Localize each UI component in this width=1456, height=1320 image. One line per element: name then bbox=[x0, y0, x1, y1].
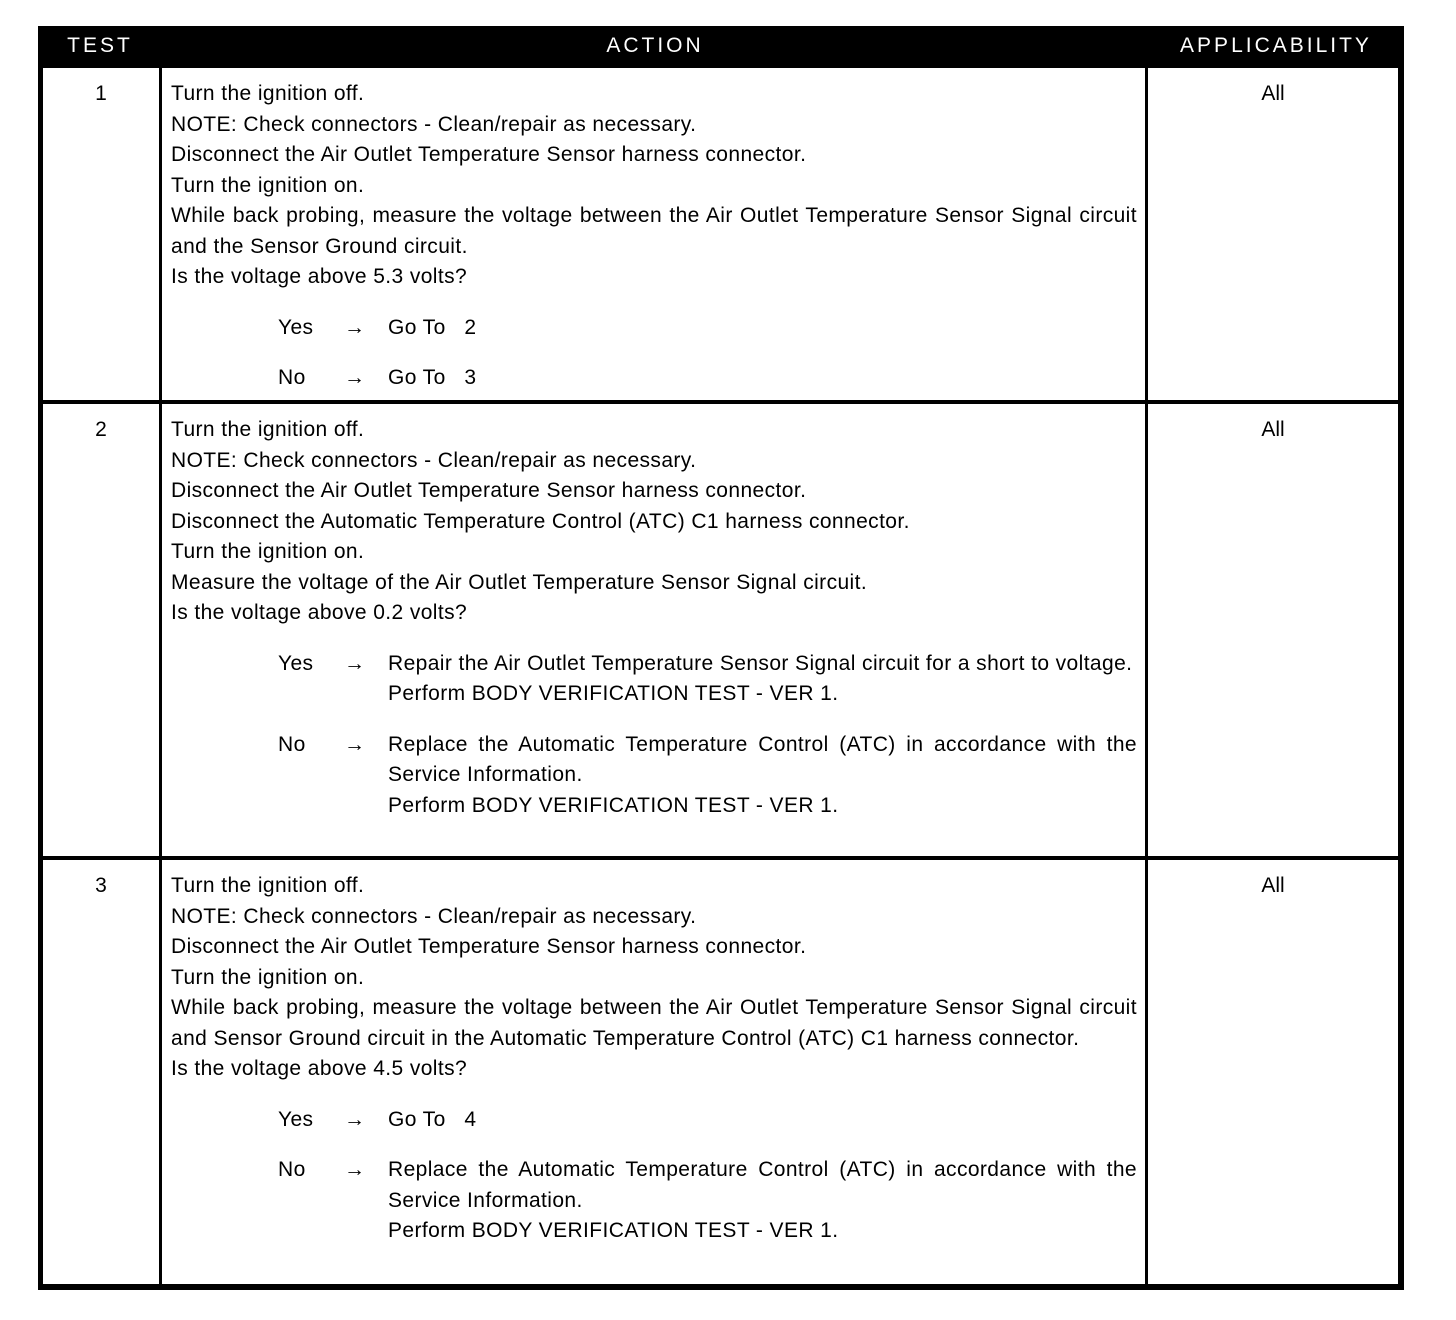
action-line: Turn the ignition off. bbox=[171, 874, 365, 897]
yes-result bbox=[388, 313, 1137, 344]
action-line: Turn the ignition off. bbox=[171, 82, 365, 105]
action-line: Measure the voltage of the Air Outlet Temperature Sensor Signal circuit. bbox=[171, 570, 868, 594]
result-line: Replace the Automatic Temperature Control (ATC) in accordance with the Service Information. bbox=[388, 1158, 1137, 1212]
test-number: 3 bbox=[43, 860, 159, 1284]
test-applicability: All bbox=[1148, 860, 1398, 1284]
no-label: No bbox=[278, 366, 306, 389]
action-line: While back probing, measure the voltage between the Air Outlet Temperature Sensor Signal circuit and Sensor Ground circuit in the Automatic Temperature Control (ATC) C1 harness connector. bbox=[171, 996, 1137, 1050]
action-line: NOTE: Check connectors - Clean/repair as necessary. bbox=[171, 904, 697, 928]
no-result bbox=[388, 1155, 1137, 1247]
yes-label: Yes bbox=[278, 1107, 314, 1131]
no-branch bbox=[171, 1155, 1137, 1247]
arrow-icon: → bbox=[344, 651, 366, 675]
action-line: Disconnect the Automatic Temperature Control (ATC) C1 harness connector. bbox=[171, 509, 910, 533]
result-line: Go To 3 bbox=[388, 366, 477, 389]
no-label: No bbox=[278, 732, 306, 756]
result-line: Replace the Automatic Temperature Control (ATC) in accordance with the Service Information. bbox=[388, 732, 1137, 786]
result-line: Go To 4 bbox=[388, 1107, 477, 1131]
action-line: Turn the ignition on. bbox=[171, 173, 365, 197]
header-test: TEST bbox=[67, 34, 133, 57]
test-action bbox=[162, 860, 1145, 1284]
action-line: Disconnect the Air Outlet Temperature Sensor harness connector. bbox=[171, 479, 807, 502]
yes-result bbox=[388, 1105, 1137, 1136]
result-line: Perform BODY VERIFICATION TEST - VER 1. bbox=[388, 1219, 839, 1242]
action-line: Disconnect the Air Outlet Temperature Sensor harness connector. bbox=[171, 935, 807, 958]
action-line: Turn the ignition on. bbox=[171, 965, 365, 989]
action-line: Is the voltage above 4.5 volts? bbox=[171, 1057, 468, 1080]
diagnostic-test-table bbox=[38, 26, 1404, 1290]
test-action bbox=[162, 68, 1145, 400]
test-applicability: All bbox=[1148, 68, 1398, 400]
action-line: Disconnect the Air Outlet Temperature Sensor harness connector. bbox=[171, 143, 807, 166]
no-branch bbox=[171, 363, 1137, 394]
header-applicability: APPLICABILITY bbox=[1180, 34, 1372, 57]
arrow-icon: → bbox=[344, 732, 366, 756]
test-number: 2 bbox=[43, 404, 159, 856]
yes-result bbox=[388, 649, 1137, 710]
no-result bbox=[388, 730, 1137, 822]
action-line: Is the voltage above 0.2 volts? bbox=[171, 601, 468, 624]
action-line: Turn the ignition off. bbox=[171, 418, 365, 441]
arrow-icon: → bbox=[344, 1158, 366, 1181]
yes-branch bbox=[171, 313, 1137, 344]
no-result bbox=[388, 363, 1137, 394]
action-line: NOTE: Check connectors - Clean/repair as necessary. bbox=[171, 448, 697, 472]
arrow-icon: → bbox=[344, 315, 366, 339]
action-line: While back probing, measure the voltage between the Air Outlet Temperature Sensor Signal circuit and the Sensor Ground circuit. bbox=[171, 204, 1137, 258]
result-line: Go To 2 bbox=[388, 315, 477, 339]
result-line: Perform BODY VERIFICATION TEST - VER 1. bbox=[388, 793, 839, 817]
no-label: No bbox=[278, 1158, 306, 1181]
no-branch bbox=[171, 730, 1137, 822]
result-line: Repair the Air Outlet Temperature Sensor Signal circuit for a short to voltage. bbox=[388, 651, 1133, 675]
yes-branch bbox=[171, 1105, 1137, 1136]
arrow-icon: → bbox=[344, 1107, 366, 1131]
header-action: ACTION bbox=[606, 34, 704, 57]
result-line: Perform BODY VERIFICATION TEST - VER 1. bbox=[388, 682, 839, 705]
test-action bbox=[162, 404, 1145, 856]
action-line: Turn the ignition on. bbox=[171, 540, 365, 563]
action-line: NOTE: Check connectors - Clean/repair as necessary. bbox=[171, 112, 697, 136]
test-number: 1 bbox=[43, 68, 159, 400]
yes-branch bbox=[171, 649, 1137, 710]
test-applicability: All bbox=[1148, 404, 1398, 856]
action-line: Is the voltage above 5.3 volts? bbox=[171, 265, 468, 288]
yes-label: Yes bbox=[278, 651, 314, 675]
arrow-icon: → bbox=[344, 366, 366, 389]
yes-label: Yes bbox=[278, 315, 314, 339]
